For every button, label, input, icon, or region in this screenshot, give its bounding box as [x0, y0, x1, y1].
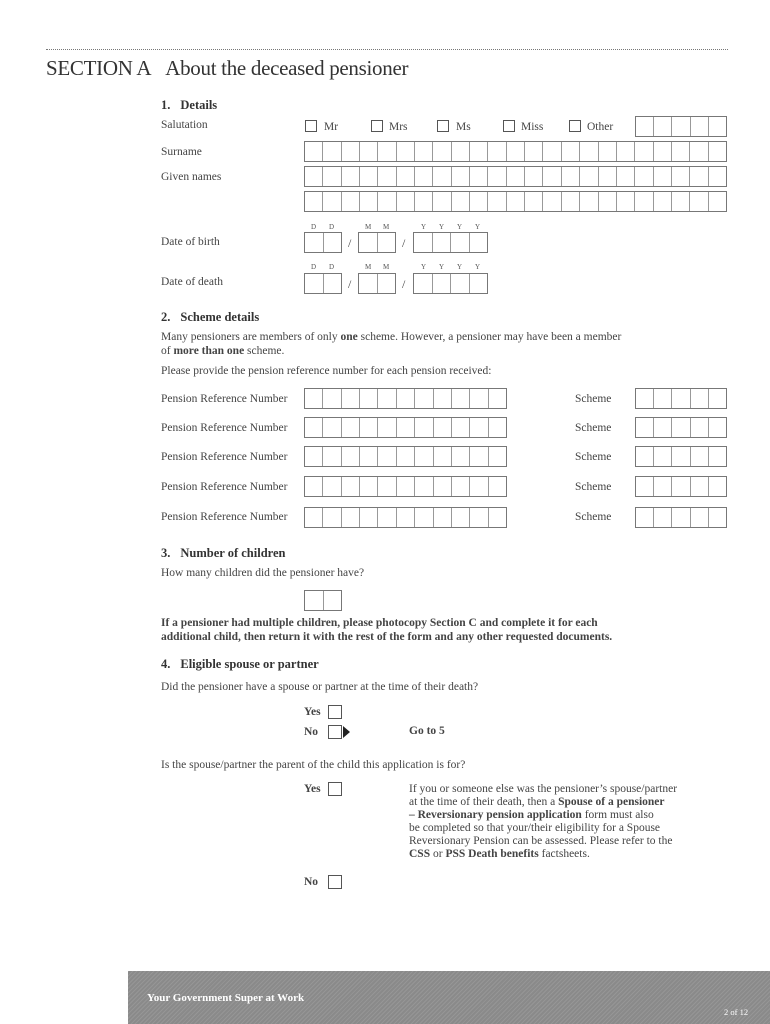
dob-hint-d1: D — [311, 223, 317, 231]
children-count-input[interactable] — [304, 590, 342, 611]
dob-hint-y4: Y — [475, 223, 481, 231]
pension-ref-input-2[interactable] — [304, 417, 507, 438]
spouse-heading — [161, 657, 319, 672]
details-heading-number: 1. — [161, 98, 171, 112]
section-code: SECTION A — [46, 56, 152, 80]
parent-yes-checkbox[interactable] — [328, 782, 342, 796]
salutation-mr-label: Mr — [324, 121, 339, 133]
section-title — [46, 56, 408, 81]
salutation-miss-label: Miss — [521, 121, 544, 133]
dod-hint-d2: D — [329, 263, 335, 271]
scheme-label-2: Scheme — [575, 422, 612, 434]
salutation-miss-checkbox[interactable] — [503, 120, 515, 132]
scheme-input-2[interactable] — [635, 417, 727, 438]
scheme-input-1[interactable] — [635, 388, 727, 409]
dob-year-input[interactable] — [413, 232, 488, 253]
children-note: If a pensioner had multiple children, please photocopy Section C and complete it for each additional child, then return it with the rest of the form and any other requested documents. — [161, 617, 613, 643]
scheme-label-4: Scheme — [575, 481, 612, 493]
arrow-right-icon — [343, 726, 350, 738]
scheme-instruction: Please provide the pension reference number for each pension received: — [161, 365, 492, 377]
spouse-yes-checkbox[interactable] — [328, 705, 342, 719]
dod-hint-m2: M — [383, 263, 390, 271]
dob-hint-y1: Y — [421, 223, 427, 231]
parent-no-label: No — [304, 876, 319, 888]
scheme-intro: Many pensioners are members of only one scheme. However, a pensioner may have been a member of more than one scheme. — [161, 331, 622, 357]
scheme-input-3[interactable] — [635, 446, 727, 467]
scheme-input-5[interactable] — [635, 507, 727, 528]
dob-hint-d2: D — [329, 223, 335, 231]
dob-day-input[interactable] — [304, 232, 342, 253]
parent-no-checkbox[interactable] — [328, 875, 342, 889]
dob-hint-y2: Y — [439, 223, 445, 231]
children-heading-text: Number of children — [180, 546, 286, 560]
pension-ref-label-1: Pension Reference Number — [161, 393, 288, 405]
dob-hint-y3: Y — [457, 223, 463, 231]
footer-tagline: Your Government Super at Work — [147, 992, 305, 1004]
salutation-ms-checkbox[interactable] — [437, 120, 449, 132]
spouse-heading-text: Eligible spouse or partner — [180, 657, 319, 671]
surname-input[interactable] — [304, 141, 727, 162]
section-name: About the deceased pensioner — [165, 56, 409, 80]
pension-ref-input-1[interactable] — [304, 388, 507, 409]
salutation-mrs-label: Mrs — [389, 121, 408, 133]
spouse-heading-number: 4. — [161, 657, 171, 671]
spouse-question-2: Is the spouse/partner the parent of the child this application is for? — [161, 759, 466, 771]
date-of-death-label: Date of death — [161, 276, 223, 288]
dod-day-input[interactable] — [304, 273, 342, 294]
dod-hint-d1: D — [311, 263, 317, 271]
spouse-yes-label: Yes — [304, 706, 321, 718]
date-of-birth-label: Date of birth — [161, 236, 220, 248]
salutation-other-label: Other — [587, 121, 614, 133]
scheme-label-5: Scheme — [575, 511, 612, 523]
dod-year-input[interactable] — [413, 273, 488, 294]
salutation-other-checkbox[interactable] — [569, 120, 581, 132]
children-heading — [161, 546, 285, 561]
given-names-input-line2[interactable] — [304, 191, 727, 212]
pension-ref-input-5[interactable] — [304, 507, 507, 528]
dod-hint-y1: Y — [421, 263, 427, 271]
scheme-heading-text: Scheme details — [180, 310, 260, 324]
spouse-info-text: If you or someone else was the pensioner’s spouse/partner at the time of their death, then a Spouse of a pensioner – Reversionary pension application form must also be completed so that your/their eligibility for a Spouse Reversionary Pension can be assessed. Please refer to the CSS or PSS Death benefits factsheets. — [409, 783, 678, 860]
spouse-no-label: No — [304, 726, 319, 738]
scheme-heading-number: 2. — [161, 310, 171, 324]
go-to-5-instruction: Go to 5 — [409, 725, 445, 737]
dob-hint-m2: M — [383, 223, 390, 231]
dod-separator-2: / — [402, 277, 406, 291]
dob-separator-1: / — [348, 236, 352, 250]
scheme-label-3: Scheme — [575, 451, 612, 463]
salutation-label: Salutation — [161, 119, 208, 131]
pension-ref-label-2: Pension Reference Number — [161, 422, 288, 434]
dod-hint-y3: Y — [457, 263, 463, 271]
salutation-mrs-checkbox[interactable] — [371, 120, 383, 132]
spouse-no-checkbox[interactable] — [328, 725, 342, 739]
scheme-input-4[interactable] — [635, 476, 727, 497]
dod-hint-y2: Y — [439, 263, 445, 271]
given-names-label: Given names — [161, 171, 222, 183]
children-heading-number: 3. — [161, 546, 171, 560]
pension-ref-input-3[interactable] — [304, 446, 507, 467]
salutation-mr-checkbox[interactable] — [305, 120, 317, 132]
scheme-heading — [161, 310, 259, 325]
given-names-input-line1[interactable] — [304, 166, 727, 187]
salutation-ms-label: Ms — [456, 121, 471, 133]
salutation-other-input[interactable] — [635, 116, 727, 137]
dob-hint-m1: M — [365, 223, 372, 231]
pension-ref-input-4[interactable] — [304, 476, 507, 497]
dod-month-input[interactable] — [358, 273, 396, 294]
details-heading — [161, 98, 217, 113]
dod-hint-y4: Y — [475, 263, 481, 271]
dob-month-input[interactable] — [358, 232, 396, 253]
top-divider — [46, 49, 728, 50]
dod-hint-m1: M — [365, 263, 372, 271]
parent-yes-label: Yes — [304, 783, 321, 795]
details-heading-text: Details — [180, 98, 218, 112]
page-number: 2 of 12 — [724, 1007, 749, 1017]
scheme-label-1: Scheme — [575, 393, 612, 405]
dod-separator-1: / — [348, 277, 352, 291]
pension-ref-label-4: Pension Reference Number — [161, 481, 288, 493]
children-question: How many children did the pensioner have? — [161, 567, 365, 579]
dob-separator-2: / — [402, 236, 406, 250]
surname-label: Surname — [161, 146, 202, 158]
pension-ref-label-5: Pension Reference Number — [161, 511, 288, 523]
pension-ref-label-3: Pension Reference Number — [161, 451, 288, 463]
spouse-question-1: Did the pensioner have a spouse or partner at the time of their death? — [161, 681, 479, 693]
